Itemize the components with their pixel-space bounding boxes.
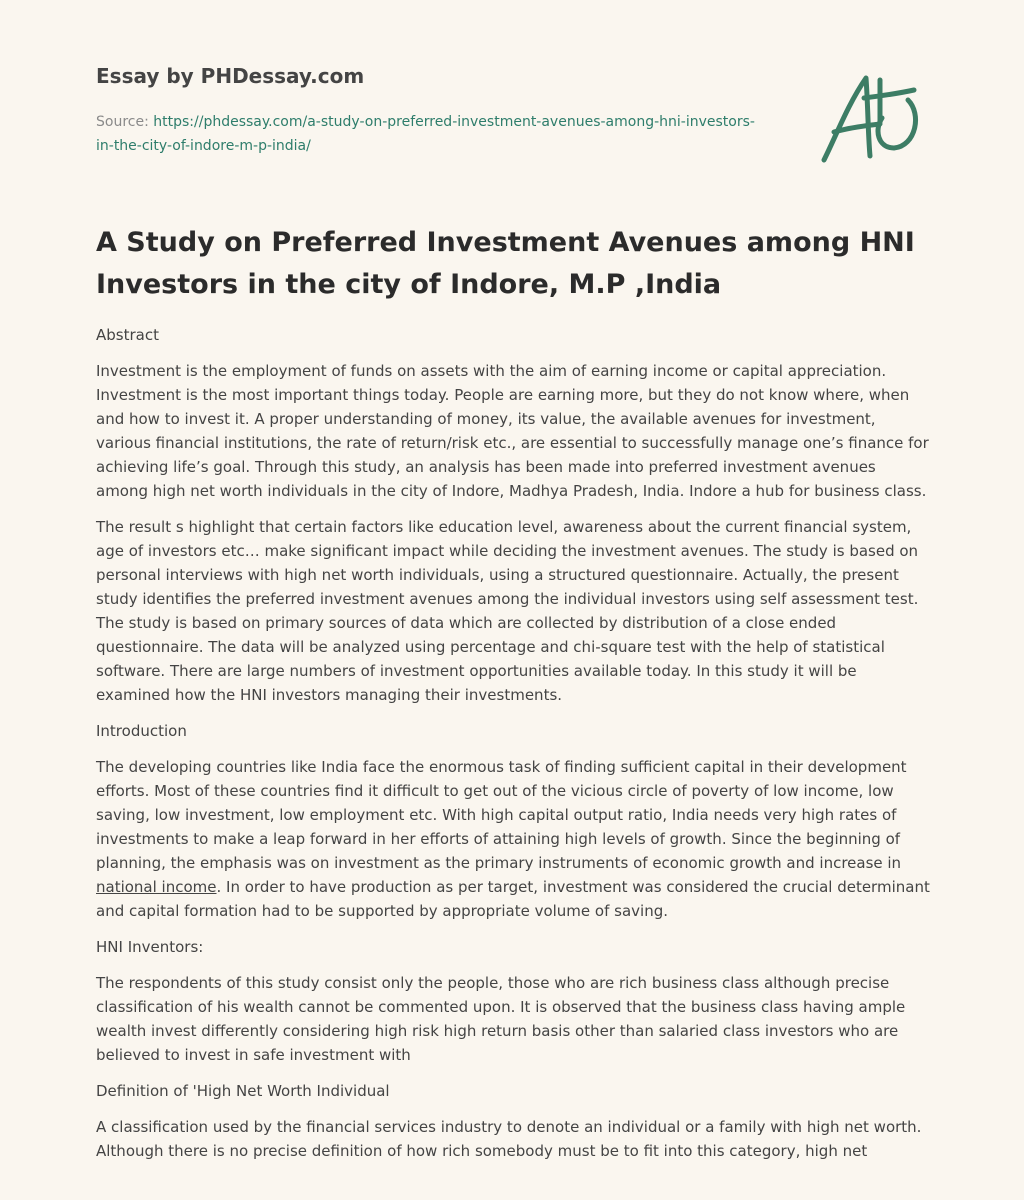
- definition-heading: Definition of 'High Net Worth Individual: [96, 1082, 390, 1100]
- introduction-paragraph: [96, 755, 930, 923]
- source-line: [96, 110, 756, 158]
- essay-body: [96, 323, 930, 1175]
- national-income-link[interactable]: national income: [96, 878, 217, 896]
- source-label: Source:: [96, 114, 149, 130]
- abstract-paragraph-2: The result s highlight that certain factors like education level, awareness about the current financial system, age of investors etc… make significant impact while deciding the investment avenues. The study is based on personal interviews with high net worth individuals, using a structured questionnaire. Actually, the present study identifies the preferred investment avenues among the individual investors using self assessment test. The study is based on primary sources of data which are collected by distribution of a close ended questionnaire. The data will be analyzed using percentage and chi-square test with the help of statistical software. There are large numbers of investment opportunities available today. In this study it will be examined how the HNI investors managing their investments.: [96, 518, 919, 704]
- hni-paragraph: The respondents of this study consist only the people, those who are rich business class although precise classification of his wealth cannot be commented upon. It is observed that the business class having ample wealth invest differently considering high risk high return basis other than salaried class investors who are believed to invest in safe investment with: [96, 974, 906, 1064]
- essay-title: A Study on Preferred Investment Avenues among HNI Investors in the city of Indore, M.P ,India: [96, 227, 915, 300]
- source-link[interactable]: https://phdessay.com/a-study-on-preferred-investment-avenues-among-hni-investors-in-the-city-of-indore-m-p-india/: [96, 114, 755, 154]
- hni-heading: HNI Inventors:: [96, 938, 204, 956]
- abstract-heading: Abstract: [96, 326, 159, 344]
- site-brand: Essay by PHDessay.com: [96, 64, 365, 88]
- a-plus-logo: [818, 66, 928, 166]
- introduction-heading: Introduction: [96, 722, 187, 740]
- introduction-text-end: . In order to have production as per target, investment was considered the crucial determinant and capital formation had to be supported by appropriate volume of saving.: [96, 878, 930, 920]
- introduction-text-start: The developing countries like India face the enormous task of finding sufficient capital in their development efforts. Most of these countries find it difficult to get out of the vicious circle of poverty of low income, low saving, low investment, low employment etc. With high capital output ratio, India needs very high rates of investments to make a leap forward in her efforts of attaining high levels of growth. Since the beginning of planning, the emphasis was on investment as the primary instruments of economic growth and increase in: [96, 758, 907, 872]
- abstract-paragraph-1: Investment is the employment of funds on assets with the aim of earning income or capital appreciation. Investment is the most important things today. People are earning more, but they do not know where, when and how to invest it. A proper understanding of money, its value, the available avenues for investment, various financial institutions, the rate of return/risk etc., are essential to successfully manage one’s finance for achieving life’s goal. Through this study, an analysis has been made into preferred investment avenues among high net worth individuals in the city of Indore, Madhya Pradesh, India. Indore a hub for business class.: [96, 362, 929, 500]
- definition-paragraph: A classification used by the financial services industry to denote an individual or a family with high net worth. Although there is no precise definition of how rich somebody must be to fit into this category, high net: [96, 1118, 922, 1160]
